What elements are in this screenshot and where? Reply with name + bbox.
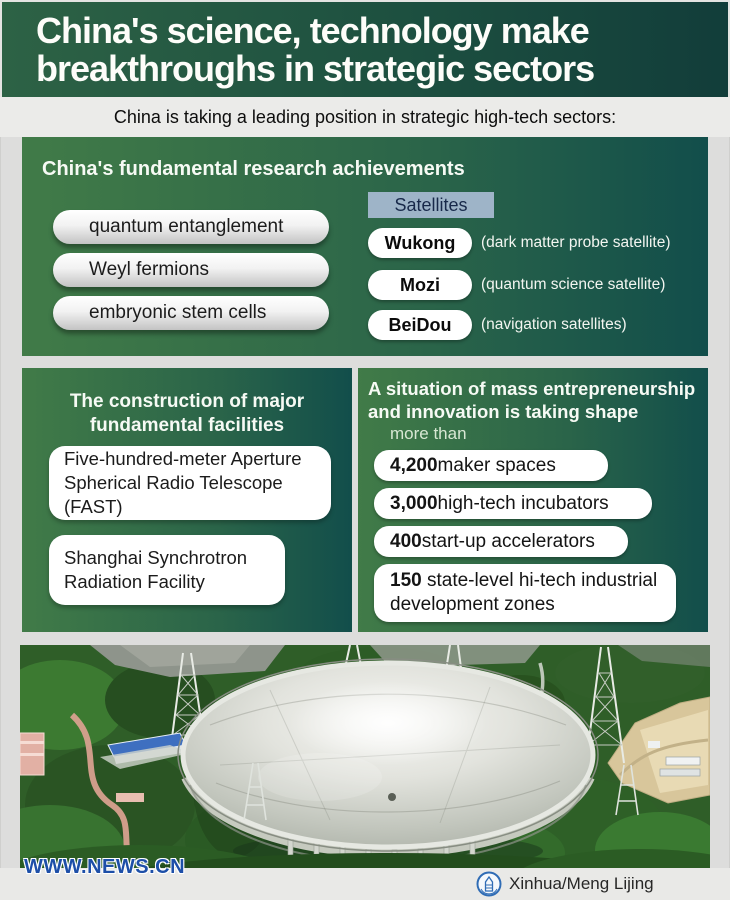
stat-number: 150 <box>390 570 422 591</box>
xinhua-logo-icon <box>476 871 502 897</box>
news-site-url: WWW.NEWS.CN <box>24 856 186 878</box>
panel-research-achievements <box>22 137 708 356</box>
panel-major-facilities <box>22 368 352 632</box>
satellite-desc-wukong: (dark matter probe satellite) <box>481 234 671 251</box>
satellite-pill-mozi: Mozi <box>368 270 472 300</box>
stat-number: 3,000 <box>390 492 438 514</box>
stat-pill-accelerators <box>374 526 628 557</box>
stat-number: 400 <box>390 530 422 552</box>
fast-photo-svg <box>20 645 710 868</box>
satellites-label: Satellites <box>368 192 494 218</box>
facilities-heading-line2: fundamental facilities <box>89 415 285 436</box>
stat-number: 4,200 <box>390 454 438 476</box>
fast-telescope-photo <box>20 645 710 868</box>
satellite-row-mozi <box>368 270 665 300</box>
stat-label: start-up accelerators <box>421 530 595 552</box>
entrepreneurship-qualifier: more than <box>390 424 467 443</box>
photo-credit-text: Xinhua/Meng Lijing <box>509 874 654 893</box>
stat-pill-industrial-zones <box>374 564 676 622</box>
satellite-desc-mozi: (quantum science satellite) <box>481 276 666 293</box>
satellite-pill-wukong: Wukong <box>368 228 472 258</box>
research-heading: China's fundamental research achievements <box>42 158 465 180</box>
research-pill-embryonic-stem-cells: embryonic stem cells <box>53 296 329 330</box>
stat-label: maker spaces <box>437 454 556 476</box>
satellite-row-beidou <box>368 310 627 340</box>
satellite-desc-beidou: (navigation satellites) <box>481 316 627 333</box>
facility-box-ssrf <box>49 535 285 605</box>
stat-pill-maker-spaces <box>374 450 608 481</box>
stat-label: state-level hi-tech industrial development zones <box>390 570 658 615</box>
subheader-text: China is taking a leading position in strategic high-tech sectors: <box>113 107 617 127</box>
stat-label: high-tech incubators <box>437 492 609 514</box>
subheader-band <box>0 97 730 137</box>
entrepreneurship-heading <box>368 377 695 423</box>
panel-entrepreneurship <box>358 368 708 632</box>
satellite-pill-beidou: BeiDou <box>368 310 472 340</box>
facilities-heading-line1: The construction of major <box>69 391 305 412</box>
page-title-line1: China's science, technology make <box>36 10 589 51</box>
facilities-heading <box>22 390 352 438</box>
facility-box-fast <box>49 446 331 520</box>
research-pill-quantum-entanglement: quantum entanglement <box>53 210 329 244</box>
entrepreneurship-heading-line2: and innovation is taking shape <box>368 401 639 422</box>
entrepreneurship-heading-line1: A situation of mass entrepreneurship <box>368 378 696 399</box>
research-pill-weyl-fermions: Weyl fermions <box>53 253 329 287</box>
facility-ssrf-text: Shanghai Synchrotron Radiation Facility <box>64 547 248 592</box>
photo-credit <box>476 871 654 897</box>
stat-pill-incubators <box>374 488 652 519</box>
header-banner <box>0 0 730 97</box>
satellite-row-wukong <box>368 228 671 258</box>
facility-fast-text: Five-hundred-meter Aperture Spherical Radio Telescope (FAST) <box>64 448 302 517</box>
page-title <box>36 12 594 88</box>
page-title-line2: breakthroughs in strategic sectors <box>36 48 595 89</box>
